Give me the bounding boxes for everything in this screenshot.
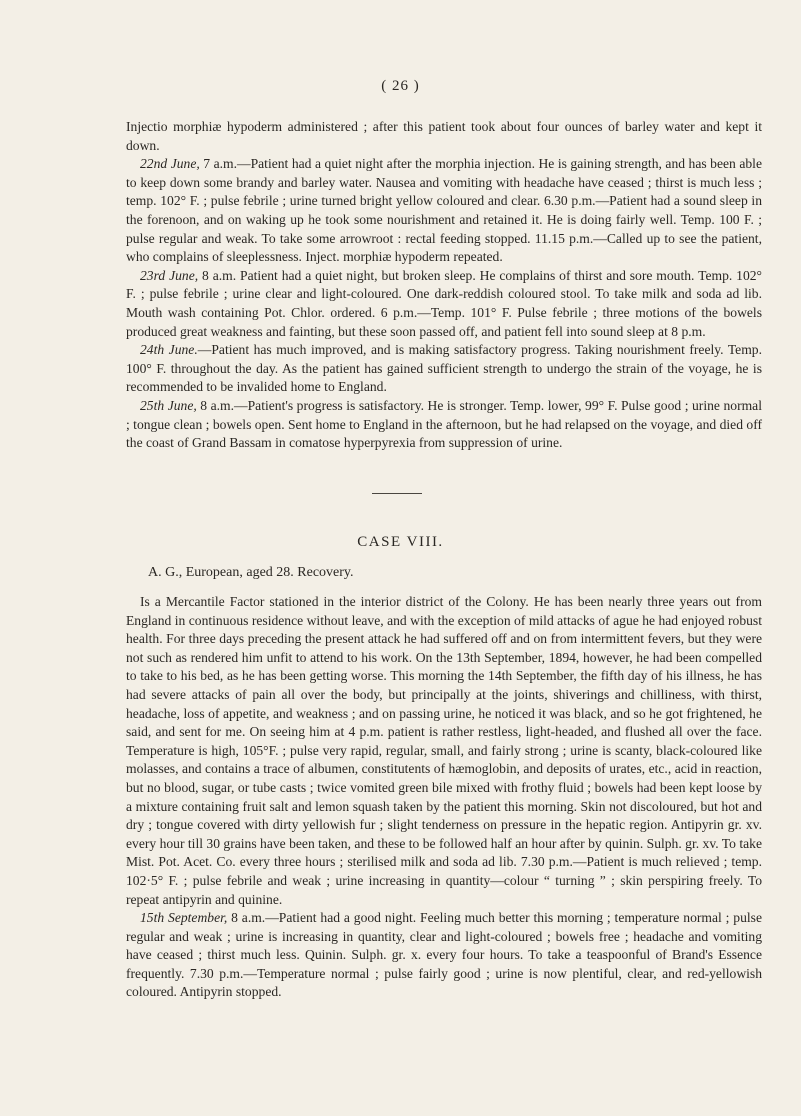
case-notes [126,593,762,1002]
paragraph [126,118,762,155]
case-heading: CASE VIII. [357,534,444,550]
paragraph [126,341,762,397]
paragraph [126,909,762,1002]
paragraph [126,155,762,267]
paragraph-text: 8 a.m.—Patient's progress is satisfactory. He is stronger. Temp. lower, 99° F. Pulse good ; urine normal ; tongue clean ; bowels open. Sent home to England in the afternoon, but he had relapsed on the voyage, and died off the coast of Grand Bassam in comatose hyperpyrexia from suppression of urine. [126,397,762,451]
paragraph-text: Is a Mercantile Factor stationed in the interior district of the Colony. He has been nearly three years out from England in continuous residence without leave, and with the exception of mild attacks of ague he had enjoyed robust health. For three days preceding the present attack he had suffered off and on from intermittent fevers, but they were not such as rendered him unfit to attend to his work. On the 13th September, 1894, however, he had been compelled to take to his bed, as he has been getting worse. This morning the 14th September, the fifth day of his illness, he has had severe attacks of pain all over the body, but principally at the joints, shiverings and chilliness, with thirst, headache, loss of appetite, and weakness ; and on passing urine, he noticed it was black, and so he got frightened, he said, and sent for me. On seeing him at 4 p.m. patient is rather restless, light-headed, and flushed all over the face. Temperature is high, 105°F. ; pulse very rapid, regular, small, and fairly strong ; urine is scanty, black-coloured like molasses, and contains a trace of albumen, constitutents of hæmoglobin, and deposits of urates, etc., acid in reaction, but no blood, sugar, or tube casts ; twice vomited green bile mixed with frothy fluid ; bowels had been kept loose by a mixture containing fruit salt and lemon squash taken by the patient this morning. Skin not discoloured, but hot and dry ; tongue covered with dirty yellowish fur ; slight tenderness on pressure in the hepatic region. Antipyrin gr. xv. every hour till 30 grains have been taken, and these to be followed half an hour after by quinin. Sulph. gr. xv. To take Mist. Pot. Acet. Co. every three hours ; sterilised milk and soda ad lib. 7.30 p.m.—Patient is much relieved ; temp. 102·5° F. ; pulse febrile and weak ; urine increasing in quantity—colour “ turning ” ; skin perspiring freely. To repeat antipyrin and quinine. [126,594,762,907]
entry-date: 15th September, [140,910,228,926]
paragraph-text: 8 a.m. Patient had a quiet night, but broken sleep. He complains of thirst and sore mouth. Temp. 102° F. ; pulse febrile ; urine clear and light-coloured. One dark-reddish coloured stool. To take milk and soda ad lib. Mouth wash containing Pot. Chlor. ordered. 6 p.m.—Temp. 101° F. Pulse febrile ; three motions of the bowels produced great weakness and fainting, but these soon passed off, and patient fell into sound sleep at 8 p.m. [126,267,762,339]
paragraph-text: —Patient has much improved, and is making satisfactory progress. Taking nourishment freely. Temp. 100° F. throughout the day. As the patient has gained sufficient strength to undergo the strain of the voyage, he is recommended to be invalided home to England. [126,342,762,395]
paragraph-text: 8 a.m.—Patient had a good night. Feeling much better this morning ; temperature normal ; pulse regular and weak ; urine is increasing in quantity, clear and light-coloured ; bowels free ; headache and vomiting have ceased ; thirst much less. Quinin. Sulph. gr. x. every four hours. To take a teaspoonful of Brand's Essence frequently. 7.30 p.m.—Temperature normal ; pulse fairly good ; urine is now plentiful, clear, and red-yellowish coloured. Antipyrin stopped. [126,910,762,1000]
paragraph-text: Injectio morphiæ hypoderm administered ; after this patient took about four ounces of barley water and kept it down. [126,119,762,153]
case-subheading: A. G., European, aged 28. Recovery. [148,565,354,580]
entry-date: 24th June. [140,342,198,358]
continued-case-notes [126,118,762,453]
paragraph [126,593,762,909]
entry-date: 23rd June, [140,267,199,283]
section-divider [372,493,422,494]
paragraph [126,397,762,453]
paragraph [126,267,762,341]
entry-date: 22nd June, [140,156,200,172]
entry-date: 25th June, [140,397,197,413]
paragraph-text: 7 a.m.—Patient had a quiet night after the morphia injection. He is gaining strength, and has been able to keep down some brandy and barley water. Nausea and vomiting with headache have ceased ; thirst is much less ; temp. 102° F. ; pulse febrile ; urine turned bright yellow coloured and clear. 6.30 p.m.—Patient had a sound sleep in the forenoon, and on waking up he took some nourishment and retained it. He is doing fairly well. Temp. 100 F. ; pulse regular and weak. To take some arrowroot : rectal feeding stopped. 11.15 p.m.—Called up to see the patient, who complains of sleeplessness. Inject. morphiæ hypoderm repeated. [126,156,762,265]
page-number: ( 26 ) [381,78,420,94]
